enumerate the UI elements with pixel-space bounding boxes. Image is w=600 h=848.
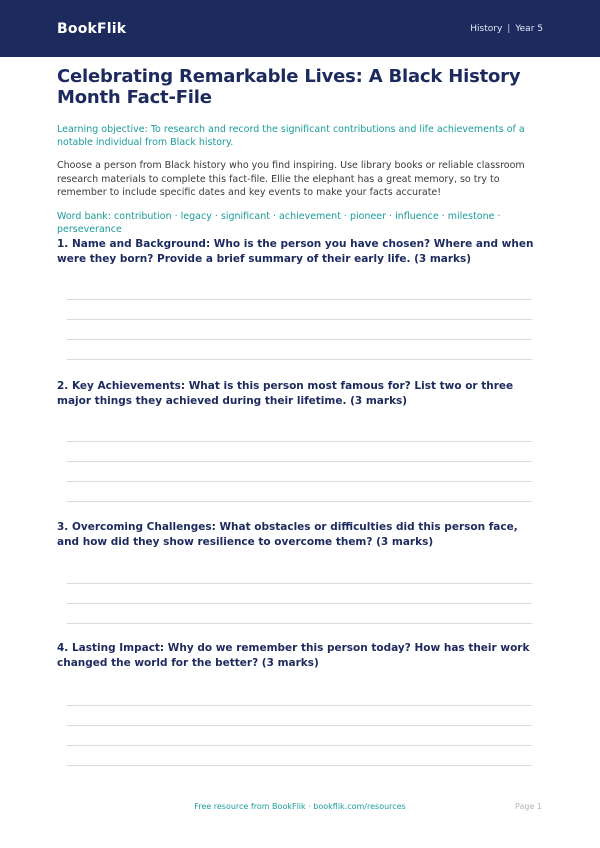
- answer-line[interactable]: [67, 583, 532, 584]
- answer-line[interactable]: [67, 705, 532, 706]
- page-title: Celebrating Remarkable Lives: A Black History Month Fact-File: [57, 66, 521, 108]
- brand-logo-text[interactable]: BookFlik: [57, 20, 127, 37]
- word-bank: Word bank: contribution · legacy · significant · achievement · pioneer · influence · milestone · perseverance: [57, 210, 501, 235]
- answer-line[interactable]: [67, 339, 532, 340]
- header-separator: |: [507, 23, 511, 34]
- question-4: 4. Lasting Impact: Why do we remember this person today? How has their work changed the world for the better? (3 marks): [57, 642, 530, 669]
- question-1: 1. Name and Background: Who is the person you have chosen? Where and when were they born? Provide a brief summary of their early life. (3 marks): [57, 238, 534, 265]
- answer-line[interactable]: [67, 359, 532, 360]
- answer-line[interactable]: [67, 765, 532, 766]
- header-bar: [0, 0, 600, 57]
- answer-lines-3[interactable]: [67, 583, 532, 643]
- answer-line[interactable]: [67, 501, 532, 502]
- answer-line[interactable]: [67, 481, 532, 482]
- header-meta: [470, 24, 543, 34]
- answer-lines-2[interactable]: [67, 441, 532, 521]
- question-2: 2. Key Achievements: What is this person most famous for? List two or three major things they achieved during their lifetime. (3 marks): [57, 380, 514, 407]
- answer-line[interactable]: [67, 299, 532, 300]
- instructions-text: Choose a person from Black history who you find inspiring. Use library books or reliable classroom research materials to complete this fact-file. Ellie the elephant has a great memory, so try to remember to include specific dates and key events to make your facts accurate!: [57, 160, 525, 198]
- question-3: 3. Overcoming Challenges: What obstacles or difficulties did this person face, and how did they show resilience to overcome them? (3 marks): [57, 521, 518, 548]
- page-footer: [0, 801, 600, 815]
- intro-section: [57, 66, 543, 236]
- page-number: Page 1: [515, 802, 542, 811]
- footer-credit-link[interactable]: Free resource from BookFlik · bookflik.com/resources: [194, 802, 406, 811]
- subject-label: History: [470, 23, 503, 34]
- answer-line[interactable]: [67, 623, 532, 624]
- learning-objective: Learning objective: To research and record the significant contributions and life achievements of a notable individual from Black history.: [57, 124, 525, 148]
- year-label: Year 5: [515, 23, 543, 34]
- answer-lines-4[interactable]: [67, 705, 532, 785]
- answer-line[interactable]: [67, 603, 532, 604]
- answer-line[interactable]: [67, 441, 532, 442]
- answer-line[interactable]: [67, 319, 532, 320]
- answer-line[interactable]: [67, 725, 532, 726]
- answer-line[interactable]: [67, 745, 532, 746]
- answer-line[interactable]: [67, 461, 532, 462]
- answer-lines-1[interactable]: [67, 299, 532, 379]
